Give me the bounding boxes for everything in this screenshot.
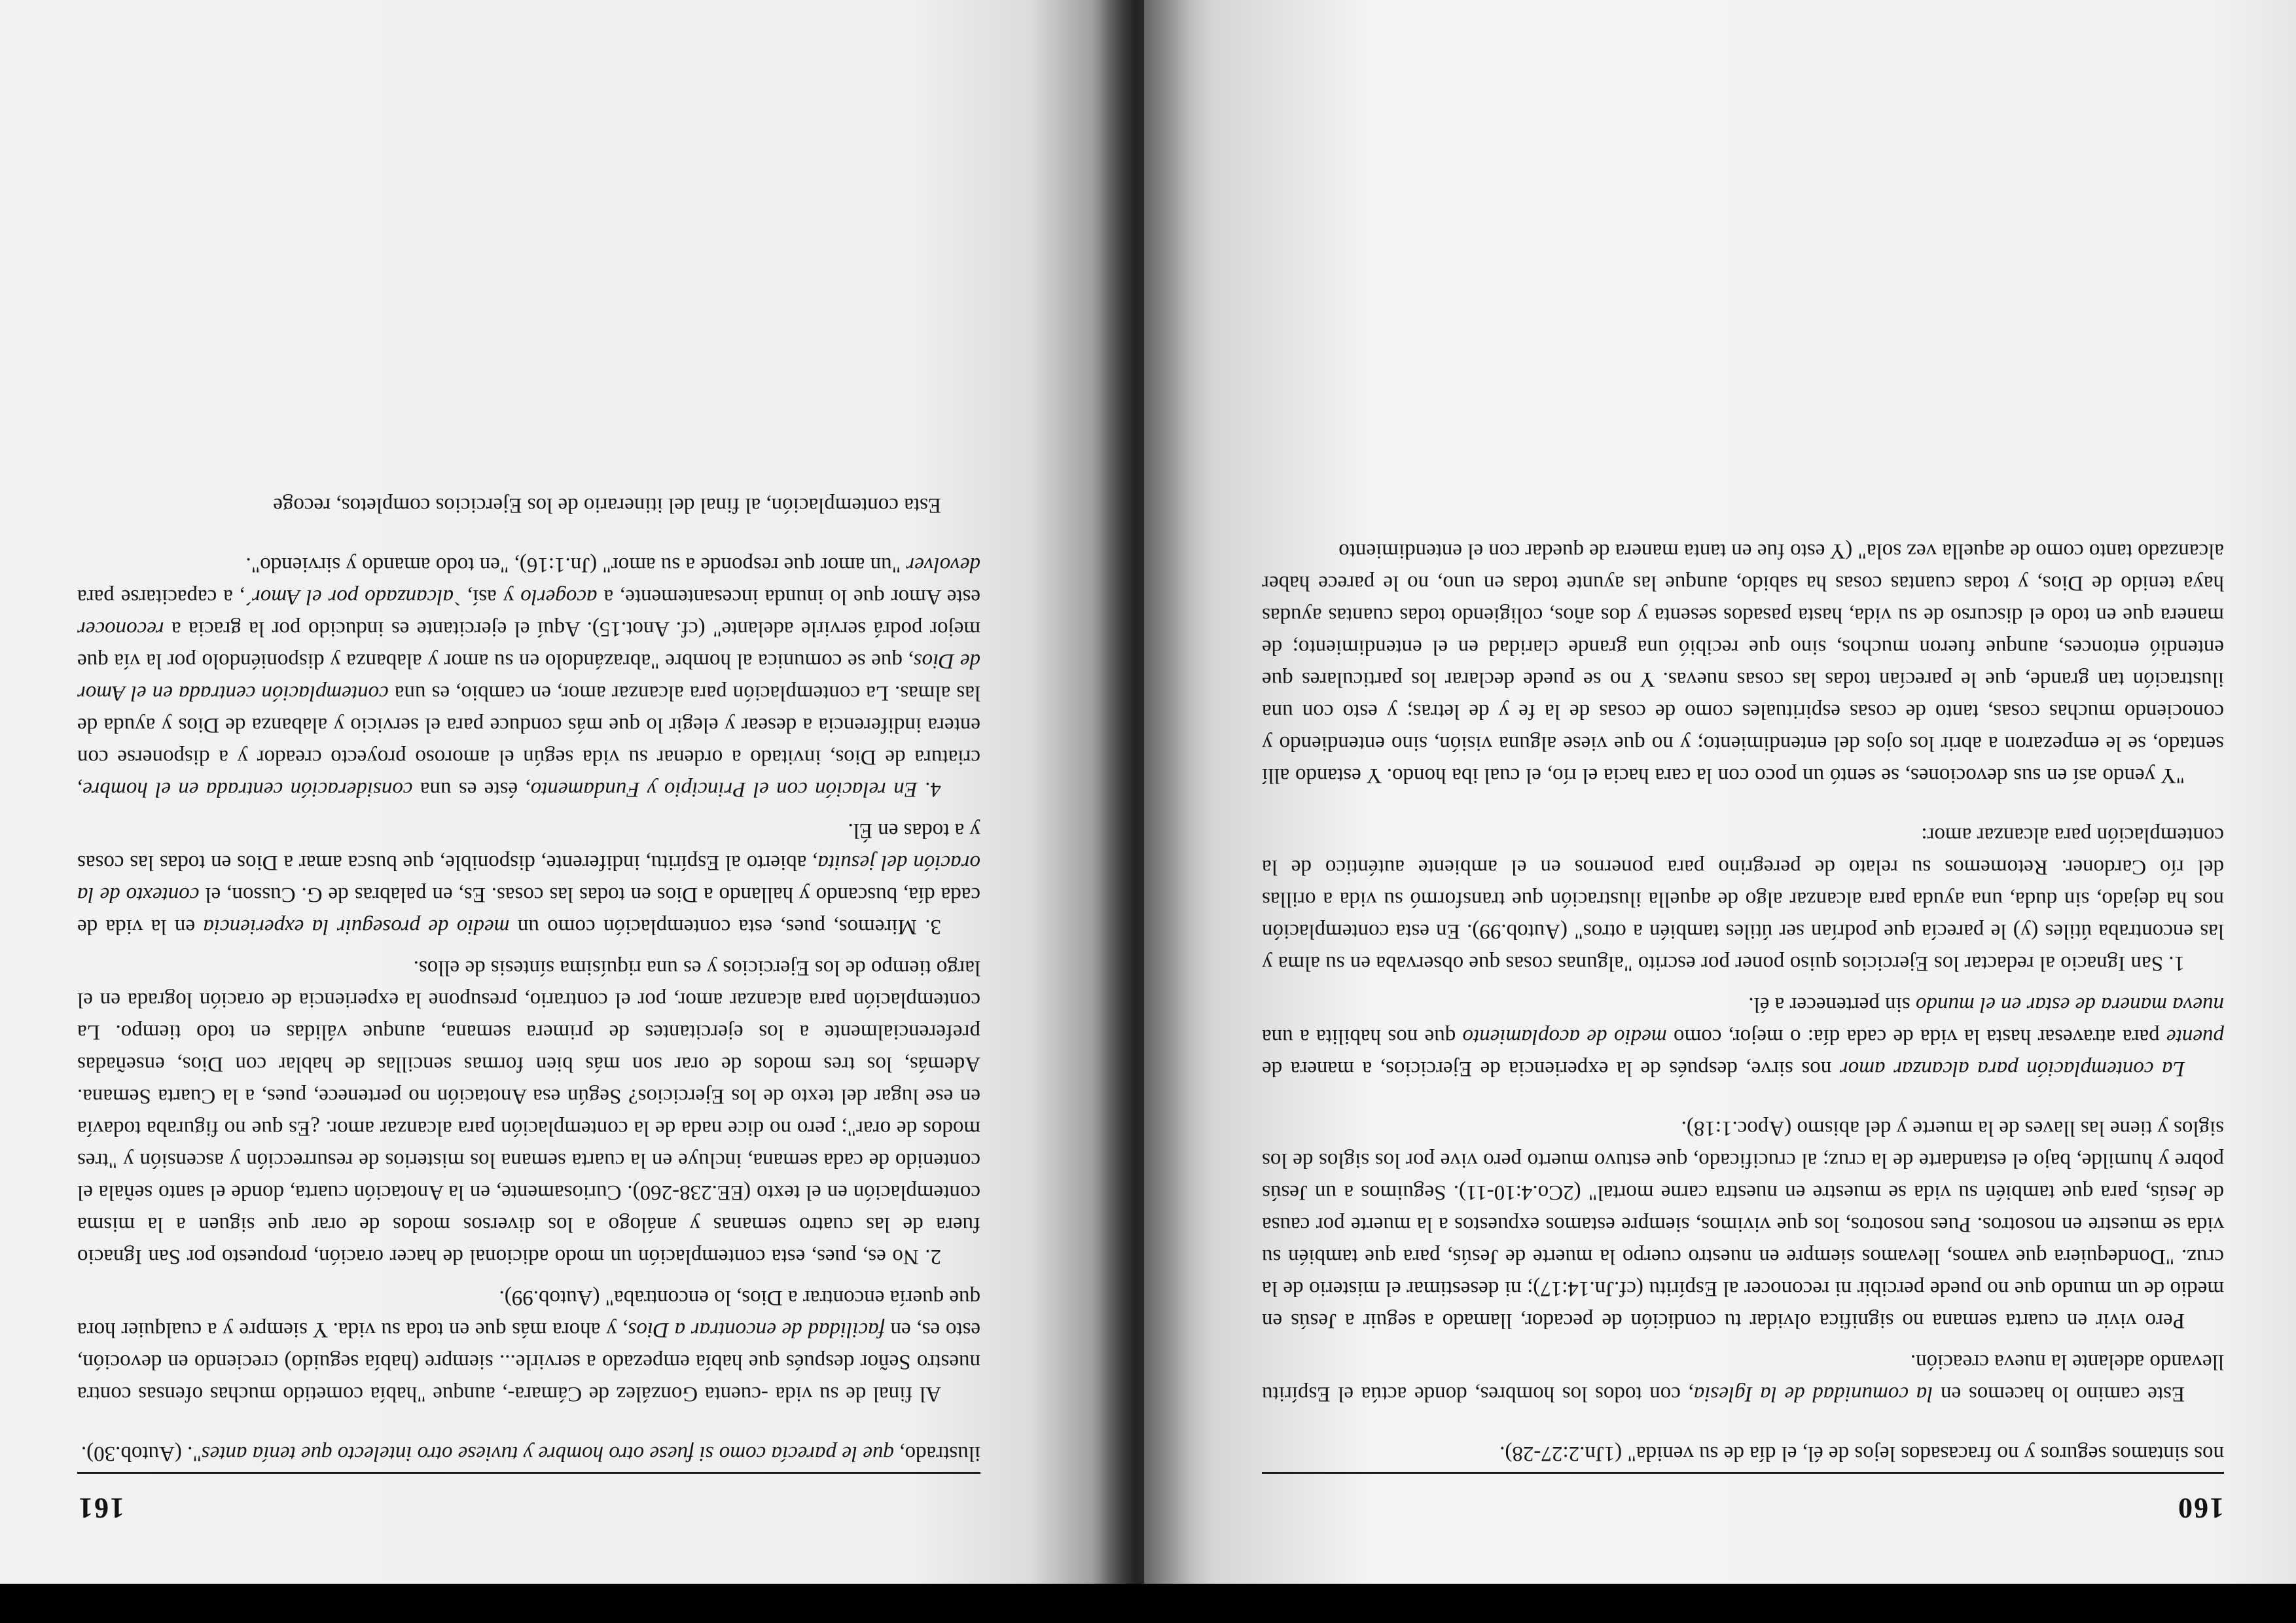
header-rule	[77, 1472, 980, 1474]
text-run: Pero vivir en cuarta semana no significa olvidar tu condición de pecador, llamado a seguir a Jesús en medio de un mundo que no puede percibir ni reconocer al Espíritu (cf.Jn.14:17); ni desestimar el misterio de la cruz. "Dondequiera que vamos, llevamos siempre en nuestro cuerpo la muerte de Jesús, para que también su vida se muestre en nosotros. Pues nosotros, los que vivimos, siempre estamos expuestos a la muerte por causa de Jesús, para que también su vida se muestre en nuestra carne mortal" (2Co.4:10-11). Seguimos a un Jesús pobre y humilde, bajo el estandarte de la cruz; al crucificado, que estuvo muerto pero vive por los siglos de los siglos y tiene las llaves de la muerte y del abismo (Apoc.1:18).	[1262, 1116, 2224, 1332]
text-run: sin pertenecer a él.	[1748, 993, 1916, 1016]
italic-text: La contemplación para alcanzar amor	[1839, 1057, 2185, 1080]
italic-text: contemplación centrada en el Amor de Dios	[77, 649, 980, 705]
text-run: Este camino lo hacemos en	[1933, 1382, 2185, 1406]
italic-text: la comunidad de la Iglesia	[1693, 1382, 1933, 1406]
page-header	[77, 1466, 980, 1525]
header-rule	[1262, 1472, 2224, 1474]
italic-text: facilidad de encontrar a Dios	[628, 1318, 885, 1342]
italic-text: puente	[2166, 1025, 2224, 1048]
text-run: ilustrado,	[894, 1442, 980, 1465]
page-number: 160	[2177, 1492, 2224, 1524]
paragraph	[77, 814, 980, 942]
paragraph	[1262, 535, 2224, 791]
text-run: para atravesar hasta la vida de cada día: o mejor, como	[1666, 1025, 2167, 1048]
page-header	[1262, 1466, 2224, 1525]
page-number: 161	[77, 1492, 124, 1524]
paragraph	[77, 548, 980, 805]
text-run: , éste es una	[412, 777, 531, 801]
page-160	[1144, 0, 2296, 1584]
text-run: Al final de su vida -cuenta González de Cámara-, aunque "había cometido muchas ofensas contra nuestro Señor después que había empezado a servirle... siempre (había seguido) creciendo en devoción, esto es, en	[77, 1318, 980, 1406]
italic-text: medio de proseguir la experiencia	[203, 915, 510, 938]
text-run: 2. No es, pues, esta contemplación un modo adicional de hacer oración, propuesto por San Ignacio fuera de las cuatro semanas y análogo a los diversos modos de orar que siguen a la misma contemplación en el texto (EE.238-260). Curiosamente, en la Anotación cuarta, donde el santo señala el contenido de cada semana, incluye en la cuarta semana los misterios de resurrección y ascensión y "tres modos de orar"; pero no dice nada de la contemplación para alcanzar amor. ¿Es que no figuraba todavía en ese lugar del texto de los Ejercicios? Según esa Anotación no pertenece, pues, a la Cuarta Semana. Además, los tres modos de orar son más bien formas sencillas de hablar con Dios, enseñadas preferencialmente a los ejercitantes de primera semana, aunque válidas en todo tiempo. La contemplación para alcanzar amor, por el contrario, presupone la experiencia de oración lograda en el largo tiempo de los Ejercicios y es una riquísima síntesis de ellos.	[77, 956, 980, 1268]
paragraph	[1262, 1346, 2224, 1410]
text-run: 4.	[917, 777, 941, 801]
paragraph	[77, 1437, 980, 1469]
text-run: , y ahora más que en toda su vida. Y siempre y a cualquier hora que quería encontrar a Dios, lo encontraba" (Autob.99).	[77, 1286, 980, 1342]
italic-text: nueva manera de estar en el mundo	[1915, 993, 2224, 1016]
book-gutter-shadow	[1092, 0, 1190, 1584]
paragraph	[1262, 819, 2224, 979]
text-run: Esta contemplación, al final del itinerario de los Ejercicios completos, recoge	[273, 493, 941, 517]
text-run: 1. San Ignacio al redactar los Ejercicios quiso poner por escrito "algunas cosas que observaba en su alma y las encontraba útiles (y) le parecía que podrían ser útiles también a otros" (Autob.99). En esta contemplación nos ha dejado, sin duda, una ayuda para alcanzar algo de aquella ilustración que transformó su vida a orillas del río Cardoner. Retomemos su relato de peregrino para ponernos en el ambiente auténtico de la contemplación para alcanzar amor:	[1262, 823, 2224, 975]
page-body	[77, 108, 980, 1469]
text-run: que nos habilita a una	[1262, 1025, 1463, 1048]
italic-text: consideración centrada en el hombre	[82, 777, 413, 801]
paragraph	[1262, 1112, 2224, 1336]
italic-text: contexto de la oración del jesuita	[77, 851, 980, 906]
italic-text: reconocer	[77, 617, 164, 641]
text-run: , abierto al Espíritu, indiferente, disponible, que busca amar a Dios en todas las cosas y a todas en Él.	[77, 819, 980, 874]
text-run: , que se comunica al hombre "abrazándolo en su amor y alabanza y disponiéndolo por la vía que mejor podrá servirle adelante" (cf. Anot.15). Aquí el ejercitante es inducido por la gracia a	[77, 617, 980, 673]
text-run: 3. Miremos, pues, esta contemplación como un	[509, 915, 941, 938]
page-161	[0, 0, 1144, 1584]
italic-text: devolver	[906, 553, 980, 577]
italic-text: En relación con el Principio y Fundamento	[530, 777, 918, 801]
paragraph	[77, 489, 980, 521]
text-run: ". (Autob.30).	[81, 1442, 202, 1465]
italic-text: medio de acoplamiento	[1462, 1025, 1667, 1048]
text-run: y así, `	[453, 585, 521, 609]
paragraph	[77, 952, 980, 1272]
page-body	[1262, 108, 2224, 1469]
italic-text: que le parecía como si fuese otro hombre y tuviese otro intelecto que tenía antes	[201, 1442, 895, 1465]
text-run: ´, a capacitarse para	[77, 585, 253, 609]
text-run: "un amor que responde a su amor" (Jn.1:16), "en todo amando y sirviendo".	[245, 553, 906, 577]
paragraph	[1262, 988, 2224, 1084]
text-run: nos sirve, después de la experiencia de Ejercicios, a manera de	[1262, 1057, 1840, 1080]
italic-text: acogerlo	[520, 585, 598, 609]
text-run: este Amor que lo inunda incesantemente, a	[597, 585, 980, 609]
paragraph	[1262, 1437, 2224, 1469]
paragraph	[77, 1281, 980, 1410]
text-run: , con todos los hombres, donde actúa el Espíritu llevando adelante la nueva creación.	[1262, 1350, 2224, 1406]
text-run: "Y yendo así en sus devociones, se sentó un poco con la cara hacia el río, el cual iba hondo. Y estando allí sentado, se le empezaron a abrir los ojos del entendimiento; y no que viese alguna visión, sino entendiendo y conociendo muchas cosas, tanto de cosas espirituales como de cosas de la fe y de letras; y esto con una ilustración tan grande, que le parecían todas las cosas nuevas. Y no se puede declarar los particulares que entendió entonces, aunque fueron muchos, sino que recibió una grande claridad en el entendimiento; de manera que en todo el discurso de su vida, hasta pasados sesenta y dos años, coligiendo todas cuantas ayudas haya tenido de Dios, y todas cuantas cosas ha sabido, aunque las ayunte todas en uno, no le parece haber alcanzado tanto como de aquella vez sola" (Y esto fue en tanta manera de quedar con el entendimiento	[1262, 539, 2224, 787]
text-run: nos sintamos seguros y no fracasados lejos de él, el día de su venida" (1Jn.2:27-28).	[1499, 1442, 2224, 1465]
text-run: en la vida de cada día, buscando y hallando a Dios en todas las cosas. Es, en palabras de G. Cusson, el	[77, 883, 980, 938]
text-run: , criatura de Dios, invitado a ordenar su vida según el amoroso proyecto creador y a disponerse con entera indiferencia a desear y elegir lo que más conduce para el servicio y alabanza de Dios y ayuda de las almas. La contemplación para alcanzar amor, en cambio, es una	[77, 681, 980, 801]
italic-text: alcanzado por el Amor	[252, 585, 454, 609]
